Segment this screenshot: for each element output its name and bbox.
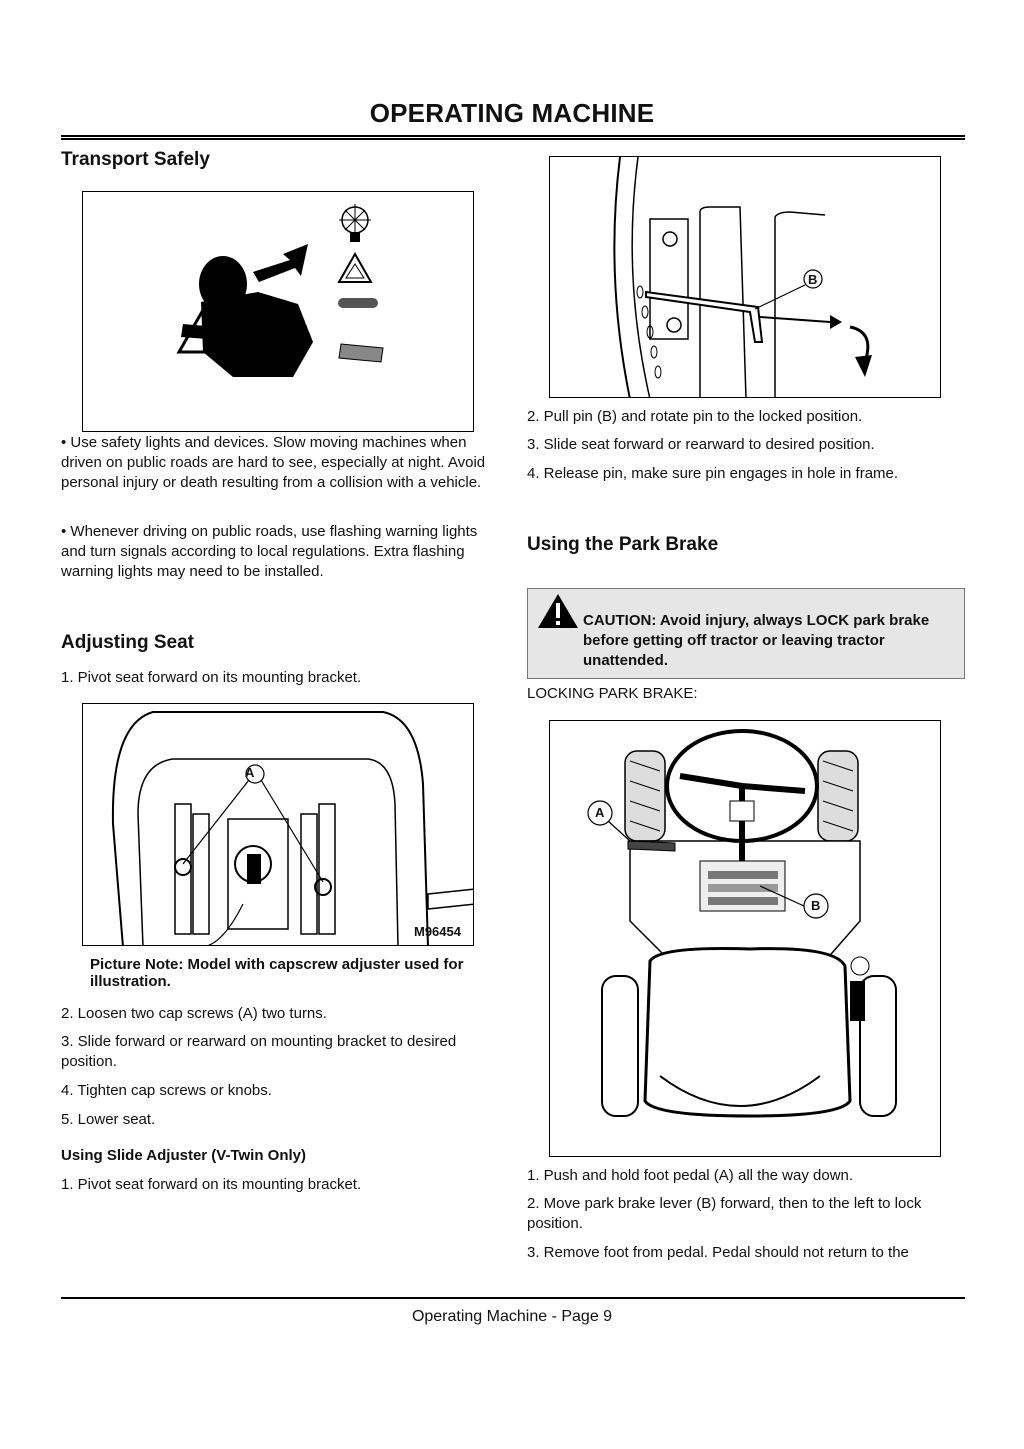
seat-figure-id: M96454 <box>414 924 461 939</box>
seat-pin-step-4: 4. Release pin, make sure pin engages in hole in frame. <box>527 465 899 482</box>
adjusting-seat-heading: Adjusting Seat <box>61 632 195 653</box>
page-title: OPERATING MACHINE <box>369 98 655 128</box>
seat-pin-step-2: 2. Pull pin (B) and rotate pin to the locked position. <box>527 408 863 425</box>
park-brake-label-a: A <box>595 805 605 820</box>
transport-safety-illustration <box>82 191 474 432</box>
header-rule <box>61 135 965 140</box>
warning-triangle-icon <box>537 593 579 629</box>
locking-park-brake-label: LOCKING PARK BRAKE: <box>527 685 698 702</box>
slide-adjuster-heading: Using Slide Adjuster (V-Twin Only) <box>61 1147 307 1164</box>
seat-figure-label-a: A <box>245 765 255 780</box>
adjusting-seat-step-4: 4. Tighten cap screws or knobs. <box>61 1082 272 1099</box>
adjusting-seat-step-5: 5. Lower seat. <box>61 1111 156 1128</box>
seat-adjuster-illustration <box>82 703 474 946</box>
slide-adjuster-step-1: 1. Pivot seat forward on its mounting bracket. <box>61 1176 362 1193</box>
caution-text: CAUTION: Avoid injury, always LOCK park brake before getting off tractor or leaving tractor unattended. <box>583 612 930 669</box>
adjusting-seat-step-3: 3. Slide forward or rearward on mounting bracket to desired position. <box>61 1033 457 1070</box>
transport-safely-heading: Transport Safely <box>61 149 210 170</box>
caution-box <box>527 588 965 679</box>
seat-pin-illustration <box>549 156 941 398</box>
picture-note: Picture Note: Model with capscrew adjuster used for illustration. <box>90 956 464 990</box>
transport-bullet-2: • Whenever driving on public roads, use flashing warning lights and turn signals according to local regulations. Extra flashing warning lights may need to be installed. <box>61 523 478 580</box>
park-brake-illustration <box>549 720 941 1157</box>
adjusting-seat-step-2: 2. Loosen two cap screws (A) two turns. <box>61 1005 327 1022</box>
page-footer: Operating Machine - Page 9 <box>411 1308 613 1325</box>
park-brake-step-2: 2. Move park brake lever (B) forward, then to the left to lock position. <box>527 1195 922 1232</box>
transport-bullet-1: • Use safety lights and devices. Slow moving machines when driven on public roads are hard to see, especially at night. Avoid personal injury or death resulting from a collision with a vehicle. <box>61 434 486 491</box>
park-brake-label-b: B <box>811 898 821 913</box>
park-brake-step-3: 3. Remove foot from pedal. Pedal should not return to the <box>527 1244 909 1261</box>
park-brake-step-1: 1. Push and hold foot pedal (A) all the way down. <box>527 1167 854 1184</box>
adjusting-seat-step-1: 1. Pivot seat forward on its mounting bracket. <box>61 669 362 686</box>
seat-pin-label-b: B <box>808 272 818 287</box>
seat-pin-step-3: 3. Slide seat forward or rearward to desired position. <box>527 436 875 453</box>
park-brake-heading: Using the Park Brake <box>527 534 719 555</box>
footer-rule <box>61 1297 965 1299</box>
